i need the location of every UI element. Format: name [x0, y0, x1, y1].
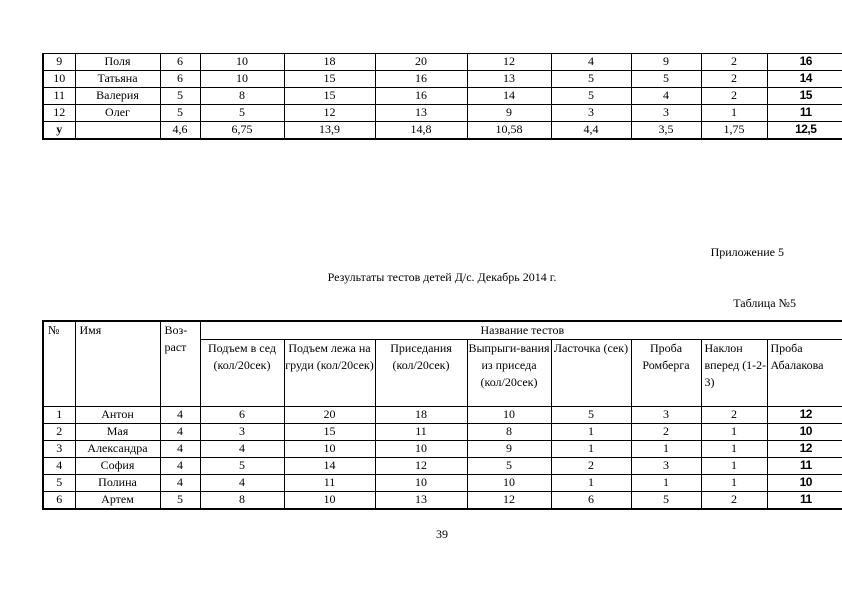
table1-cell: Татьяна	[75, 71, 160, 88]
table1-cell: 16	[375, 88, 467, 105]
table2-cell: 10	[767, 424, 842, 441]
table2-cell: 10	[284, 441, 375, 458]
table2-cell: 4	[200, 475, 284, 492]
table1-cell: 5	[160, 88, 200, 105]
table1-cell: Поля	[75, 54, 160, 71]
table2-cell: 13	[375, 492, 467, 510]
results-table-december	[42, 320, 842, 510]
table2-row	[43, 441, 842, 458]
table1-cell: 14	[467, 88, 551, 105]
table2-row	[43, 458, 842, 475]
table2-cell: 11	[767, 458, 842, 475]
table2-cell: 10	[284, 492, 375, 510]
table2-cell: 2	[701, 492, 767, 510]
table2-cell: 1	[631, 441, 701, 458]
table1-cell: 10	[200, 54, 284, 71]
table2-cell: 10	[767, 475, 842, 492]
table2-row	[43, 424, 842, 441]
table2-cell: 11	[284, 475, 375, 492]
header-age: Воз-раст	[160, 321, 200, 407]
table2-cell: 5	[160, 492, 200, 510]
table1-cell: 2	[701, 71, 767, 88]
table1-cell: 4,6	[160, 122, 200, 140]
table2-cell: 20	[284, 407, 375, 424]
table2-cell: 3	[631, 458, 701, 475]
table1-cell: 10	[200, 71, 284, 88]
table1-cell: 11	[767, 105, 842, 122]
table1-row	[43, 122, 842, 140]
table1-cell: 2	[701, 54, 767, 71]
test-name-header: Выпрыги-вания из приседа (кол/20сек)	[467, 340, 551, 407]
table2-cell: 1	[701, 458, 767, 475]
table2-cell: 8	[200, 492, 284, 510]
table2-cell: 1	[701, 424, 767, 441]
table1-cell: 5	[200, 105, 284, 122]
table2-cell: 5	[200, 458, 284, 475]
table1-cell: 5	[631, 71, 701, 88]
table1-cell: 11	[43, 88, 75, 105]
table1-cell: 3	[631, 105, 701, 122]
test-name-header: Подъем лежа на груди (кол/20сек)	[284, 340, 375, 407]
table2-cell: 6	[200, 407, 284, 424]
table1-cell: 4	[551, 54, 631, 71]
table2-cell: 4	[43, 458, 75, 475]
table1-cell: 10,58	[467, 122, 551, 140]
table2-cell: 18	[375, 407, 467, 424]
table2-cell: София	[75, 458, 160, 475]
table2-cell: 2	[43, 424, 75, 441]
table1-cell: 12	[43, 105, 75, 122]
table2-cell: 9	[467, 441, 551, 458]
table1-cell: 3	[551, 105, 631, 122]
table2-cell: 1	[701, 441, 767, 458]
table2-cell: 1	[631, 475, 701, 492]
table1-cell: 12,5	[767, 122, 842, 140]
appendix-label: Приложение 5	[710, 245, 784, 259]
table1-cell: 5	[551, 88, 631, 105]
table1-cell: 9	[467, 105, 551, 122]
table2-cell: 10	[375, 475, 467, 492]
table2-cell: 4	[160, 475, 200, 492]
table1-cell: 6,75	[200, 122, 284, 140]
table2-cell: Александра	[75, 441, 160, 458]
table2-cell: 4	[160, 424, 200, 441]
test-name-header: Подъем в сед (кол/20сек)	[200, 340, 284, 407]
table1-cell: 10	[43, 71, 75, 88]
table1-row	[43, 105, 842, 122]
table1-cell: 12	[467, 54, 551, 71]
table1-cell: 9	[631, 54, 701, 71]
table2-cell: 4	[160, 407, 200, 424]
table2-cell: 11	[767, 492, 842, 510]
table1-cell: 15	[767, 88, 842, 105]
table2-cell: 12	[467, 492, 551, 510]
table2-cell: 2	[701, 407, 767, 424]
table2-cell: 1	[701, 475, 767, 492]
table1-cell: 1,75	[701, 122, 767, 140]
table1-cell: 18	[284, 54, 375, 71]
table2-cell: 10	[375, 441, 467, 458]
table1-row	[43, 71, 842, 88]
table1-cell: у	[43, 122, 75, 140]
table1-cell: 14,8	[375, 122, 467, 140]
table1-cell	[75, 122, 160, 140]
table1-row	[43, 54, 842, 71]
table2-cell: 5	[551, 407, 631, 424]
test-name-header: Проба Абалакова	[767, 340, 842, 407]
table1-cell: 5	[551, 71, 631, 88]
table-number: Таблица №5	[733, 296, 796, 310]
table1-cell: 6	[160, 71, 200, 88]
table2-cell: 12	[767, 407, 842, 424]
table2-cell: 1	[551, 475, 631, 492]
table2-cell: Мая	[75, 424, 160, 441]
table2-cell: 5	[43, 475, 75, 492]
table2-cell: Антон	[75, 407, 160, 424]
table2-cell: 10	[467, 475, 551, 492]
table2-cell: Артем	[75, 492, 160, 510]
table2-cell: 2	[551, 458, 631, 475]
table2-cell: 12	[767, 441, 842, 458]
header-name: Имя	[75, 321, 160, 407]
table1-cell: 5	[160, 105, 200, 122]
table2-cell: 3	[43, 441, 75, 458]
table2-cell: Полина	[75, 475, 160, 492]
table1-cell: 3,5	[631, 122, 701, 140]
table1-cell: 4,4	[551, 122, 631, 140]
table2-row	[43, 492, 842, 510]
table1-cell: 13	[375, 105, 467, 122]
header-number: №	[43, 321, 75, 407]
table2-cell: 11	[375, 424, 467, 441]
test-name-header: Приседания (кол/20сек)	[375, 340, 467, 407]
table2-cell: 5	[467, 458, 551, 475]
table2-cell: 6	[43, 492, 75, 510]
table1-cell: 8	[200, 88, 284, 105]
table1-cell: 2	[701, 88, 767, 105]
table1-cell: 20	[375, 54, 467, 71]
table2-cell: 4	[160, 441, 200, 458]
results-table-continued	[42, 53, 842, 140]
table1-cell: 9	[43, 54, 75, 71]
table1-cell: 6	[160, 54, 200, 71]
table1-row	[43, 88, 842, 105]
table1-cell: 1	[701, 105, 767, 122]
table2-cell: 2	[631, 424, 701, 441]
table2-cell: 4	[160, 458, 200, 475]
table2-row	[43, 407, 842, 424]
document-title: Результаты тестов детей Д/с. Декабрь 2014 г.	[327, 270, 557, 284]
test-name-header: Проба Ромберга	[631, 340, 701, 407]
table2-cell: 3	[631, 407, 701, 424]
table2-cell: 1	[551, 424, 631, 441]
table1-cell: 13,9	[284, 122, 375, 140]
table1-cell: 16	[375, 71, 467, 88]
table1-cell: Олег	[75, 105, 160, 122]
table1-cell: 4	[631, 88, 701, 105]
table2-cell: 1	[551, 441, 631, 458]
table1-cell: 15	[284, 71, 375, 88]
table2-cell: 14	[284, 458, 375, 475]
table1-cell: 13	[467, 71, 551, 88]
header-tests: Название тестов	[200, 321, 842, 340]
table2-cell: 10	[467, 407, 551, 424]
table2-cell: 15	[284, 424, 375, 441]
table2-cell: 6	[551, 492, 631, 510]
table1-cell: 15	[284, 88, 375, 105]
page-number: 39	[436, 527, 448, 541]
table1-cell: 12	[284, 105, 375, 122]
table2-cell: 5	[631, 492, 701, 510]
table1-cell: Валерия	[75, 88, 160, 105]
table2-cell: 1	[43, 407, 75, 424]
table2-cell: 3	[200, 424, 284, 441]
table1-cell: 14	[767, 71, 842, 88]
table2-cell: 12	[375, 458, 467, 475]
table2-cell: 8	[467, 424, 551, 441]
table2-row	[43, 475, 842, 492]
table2-cell: 4	[200, 441, 284, 458]
test-name-header: Ласточка (сек)	[551, 340, 631, 407]
table1-cell: 16	[767, 54, 842, 71]
test-name-header: Наклон вперед (1-2-3)	[701, 340, 767, 407]
